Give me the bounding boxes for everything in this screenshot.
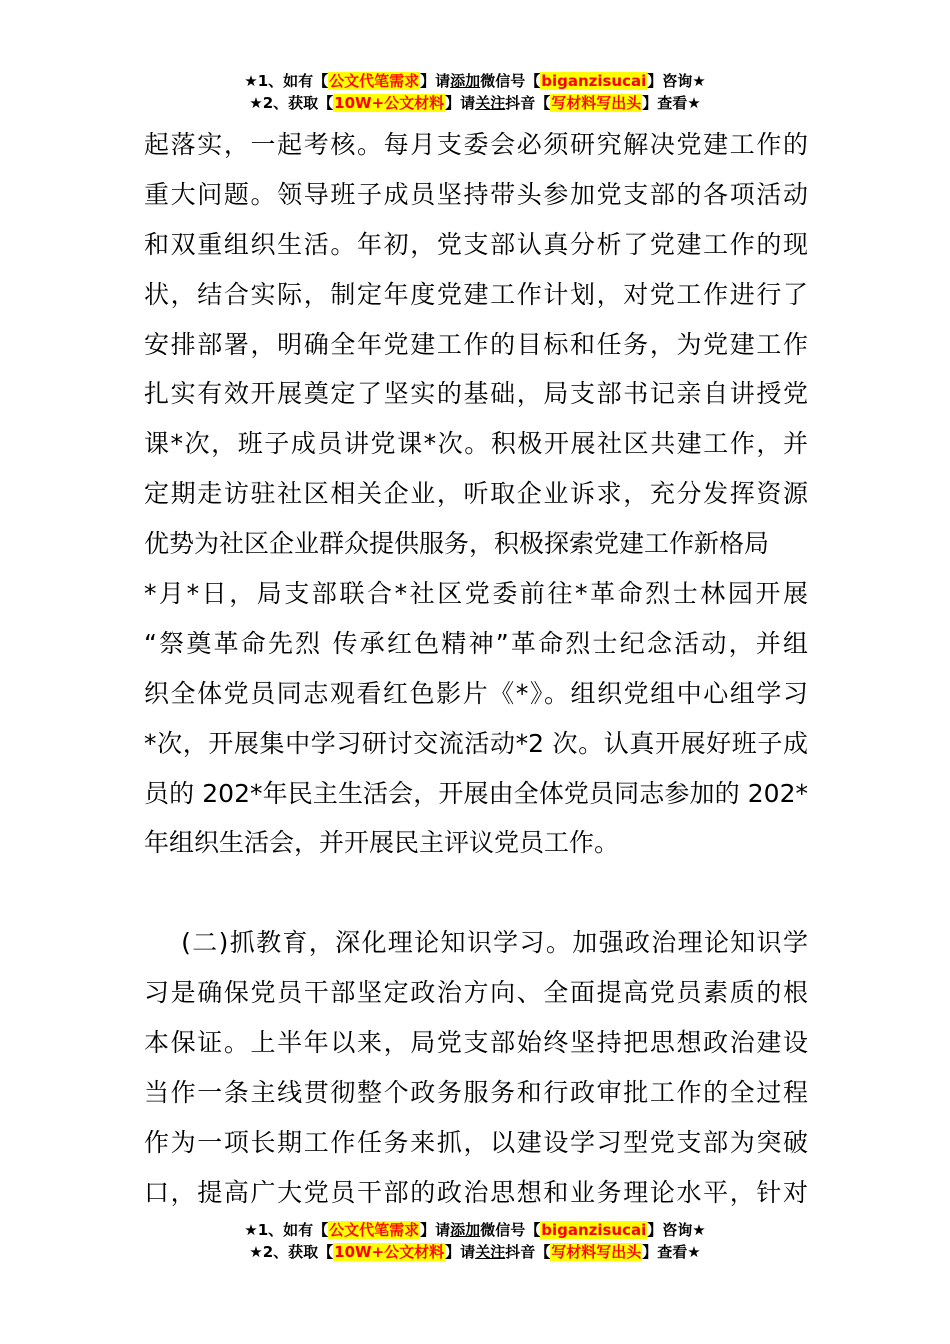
text-line: 优势为社区企业群众提供服务，积极探索党建工作新格局	[144, 529, 770, 559]
highlight-materials: 10W+公文材料	[334, 1243, 445, 1261]
banner-text: 抖音【	[505, 1243, 551, 1261]
underlined-text: 添加	[450, 1221, 481, 1239]
text-line: *月*日，局支部联合*社区党委前往*革命烈士林园开展	[144, 579, 808, 609]
banner-text: 微信号【	[480, 72, 541, 90]
banner-text: 2、获取【	[262, 1243, 334, 1261]
text-line: 年组织生活会，并开展民主评议党员工作。	[144, 828, 620, 858]
underlined-text: 添加	[450, 72, 481, 90]
text-line: 员的 202*年民主生活会，开展由全体党员同志参加的 202*	[144, 778, 808, 808]
footer-banner	[0, 1219, 950, 1263]
text-line: 口，提高广大党员干部的政治思想和业务理论水平，针对	[144, 1177, 808, 1207]
banner-line-2	[0, 92, 950, 114]
banner-text: 1、如有【	[257, 1221, 329, 1239]
highlight-service: 公文代笔需求	[329, 1221, 420, 1239]
banner-line-2	[0, 1241, 950, 1263]
star-icon: ★	[244, 72, 258, 90]
banner-text: 】咨询	[647, 72, 693, 90]
text-line: 本保证。上半年以来，局党支部始终坚持把思想政治建设	[144, 1028, 808, 1058]
banner-text: 微信号【	[480, 1221, 541, 1239]
highlight-wechat-id: biganzisucai	[541, 72, 647, 90]
banner-text: 】查看	[642, 94, 688, 112]
star-icon: ★	[687, 94, 701, 112]
text-line: 织全体党员同志观看红色影片《*》。组织党组中心组学习	[144, 678, 808, 708]
header-banner	[0, 70, 950, 114]
paragraph-1	[144, 120, 808, 868]
text-line: “祭奠革命先烈 传承红色精神”革命烈士纪念活动，并组	[144, 628, 808, 658]
highlight-service: 公文代笔需求	[329, 72, 420, 90]
star-icon: ★	[687, 1243, 701, 1261]
star-icon: ★	[692, 72, 706, 90]
highlight-materials: 10W+公文材料	[334, 94, 445, 112]
paragraph-2	[144, 918, 808, 1217]
text-line: *次，开展集中学习研讨交流活动*2 次。认真开展好班子成	[144, 728, 808, 758]
text-line: 状，结合实际，制定年度党建工作计划，对党工作进行了	[144, 279, 808, 309]
banner-line-1	[0, 1219, 950, 1241]
banner-text: 】咨询	[647, 1221, 693, 1239]
text-line: (二)抓教育，深化理论知识学习。加强政治理论知识学	[144, 928, 808, 958]
highlight-douyin: 写材料写出头	[551, 94, 642, 112]
text-line: 安排部署，明确全年党建工作的目标和任务，为党建工作	[144, 329, 808, 359]
text-line: 作为一项长期工作任务来抓，以建设学习型党支部为突破	[144, 1127, 808, 1157]
star-icon: ★	[249, 1243, 263, 1261]
banner-text: 抖音【	[505, 94, 551, 112]
star-icon: ★	[244, 1221, 258, 1239]
text-line: 课*次，班子成员讲党课*次。积极开展社区共建工作，并	[144, 429, 808, 459]
banner-text: 】请	[445, 94, 476, 112]
banner-text: 】请	[445, 1243, 476, 1261]
paragraph-gap	[144, 868, 808, 918]
star-icon: ★	[249, 94, 263, 112]
underlined-text: 关注	[475, 94, 506, 112]
text-line: 习是确保党员干部坚定政治方向、全面提高党员素质的根	[144, 978, 808, 1008]
banner-text: 】请	[420, 1221, 451, 1239]
banner-line-1	[0, 70, 950, 92]
highlight-douyin: 写材料写出头	[551, 1243, 642, 1261]
text-line: 和双重组织生活。年初，党支部认真分析了党建工作的现	[144, 229, 808, 259]
text-line: 定期走访驻社区相关企业，听取企业诉求，充分发挥资源	[144, 479, 808, 509]
banner-text: 】请	[420, 72, 451, 90]
underlined-text: 关注	[475, 1243, 506, 1261]
star-icon: ★	[692, 1221, 706, 1239]
text-line: 扎实有效开展奠定了坚实的基础，局支部书记亲自讲授党	[144, 379, 808, 409]
text-line: 重大问题。领导班子成员坚持带头参加党支部的各项活动	[144, 179, 808, 209]
document-body	[144, 120, 808, 1218]
banner-text: 1、如有【	[257, 72, 329, 90]
text-line: 起落实，一起考核。每月支委会必须研究解决党建工作的	[144, 130, 808, 159]
text-line: 当作一条主线贯彻整个政务服务和行政审批工作的全过程	[144, 1077, 808, 1107]
highlight-wechat-id: biganzisucai	[541, 1221, 647, 1239]
banner-text: 】查看	[642, 1243, 688, 1261]
banner-text: 2、获取【	[262, 94, 334, 112]
